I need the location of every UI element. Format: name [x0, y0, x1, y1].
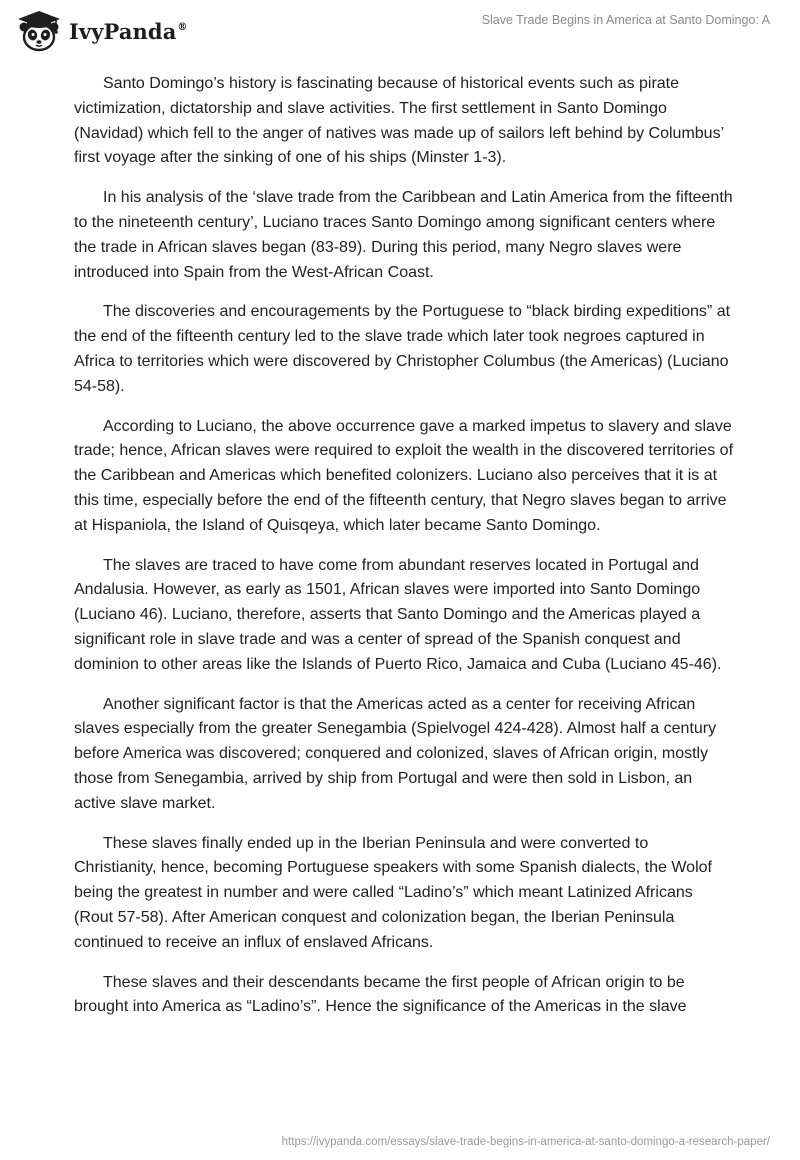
paragraph: In his analysis of the ‘slave trade from the Caribbean and Latin America from the fifteenth to the nineteenth century’, Luciano traces Santo Domingo among significant centers where the trade in African slaves began (83-89). During this period, many Negro slaves were introduced into Spain from the West-African Coast.: [74, 189, 733, 281]
essay-body: [74, 72, 734, 1035]
page-header: [0, 0, 800, 62]
paragraph: The slaves are traced to have come from abundant reserves located in Portugal and Andalusia. However, as early as 1501, African slaves were imported into Santo Domingo (Luciano 46). Luciano, therefore, asserts that Santo Domingo and the Americas played a significant role in slave trade and was a center of spread of the Spanish conquest and dominion to other areas like the Islands of Puerto Rico, Jamaica and Cuba (Luciano 45-46).: [74, 556, 722, 673]
paragraph: According to Luciano, the above occurrence gave a marked impetus to slavery and slave trade; hence, African slaves were required to exploit the wealth in the discovered territories of the Caribbean and Americas which benefited colonizers. Luciano also perceives that it is at this time, especially before the end of the fifteenth century, that Negro slaves began to arrive at Hispaniola, the Island of Quisqeya, which later became Santo Domingo.: [74, 417, 734, 534]
source-url[interactable]: https://ivypanda.com/essays/slave-trade-begins-in-america-at-santo-domingo-a-research-paper/: [281, 1136, 770, 1148]
panda-graduation-cap-icon: [16, 9, 62, 53]
paragraph: Santo Domingo’s history is fascinating because of historical events such as pirate victimization, dictatorship and slave activities. The first settlement in Santo Domingo (Navidad) which fell to the anger of natives was made up of sailors left behind by Columbus’ first voyage after the sinking of one of his ships (Minster 1-3).: [74, 75, 724, 167]
paragraph: Another significant factor is that the Americas acted as a center for receiving African slaves especially from the greater Senegambia (Spielvogel 424-428). Almost half a century before America was discovered; conquered and colonized, slaves of African origin, mostly those from Senegambia, arrived by ship from Portugal and were then sold in Lisbon, an active slave market.: [74, 695, 717, 812]
brand-name: IvyPanda®: [69, 18, 188, 44]
paragraph: These slaves finally ended up in the Iberian Peninsula and were converted to Christianity, hence, becoming Portuguese speakers with some Spanish dialects, the Wolof being the greatest in number and were called “Ladino’s” which meant Latinized Africans (Rout 57-58). After American conquest and colonization began, the Iberian Peninsula continued to receive an influx of enslaved Africans.: [74, 834, 712, 951]
paragraph: The discoveries and encouragements by the Portuguese to “black birding expeditions” at the end of the fifteenth century led to the slave trade which later took negroes captured in Africa to territories which were discovered by Christopher Columbus (the Americas) (Luciano 54-58).: [74, 303, 731, 395]
ivypanda-logo[interactable]: [16, 9, 188, 53]
document-title: Slave Trade Begins in America at Santo Domingo: A: [481, 13, 770, 27]
paragraph: These slaves and their descendants became the first people of African origin to be brought into America as “Ladino’s”. Hence the significance of the Americas in the slave: [74, 973, 687, 1016]
